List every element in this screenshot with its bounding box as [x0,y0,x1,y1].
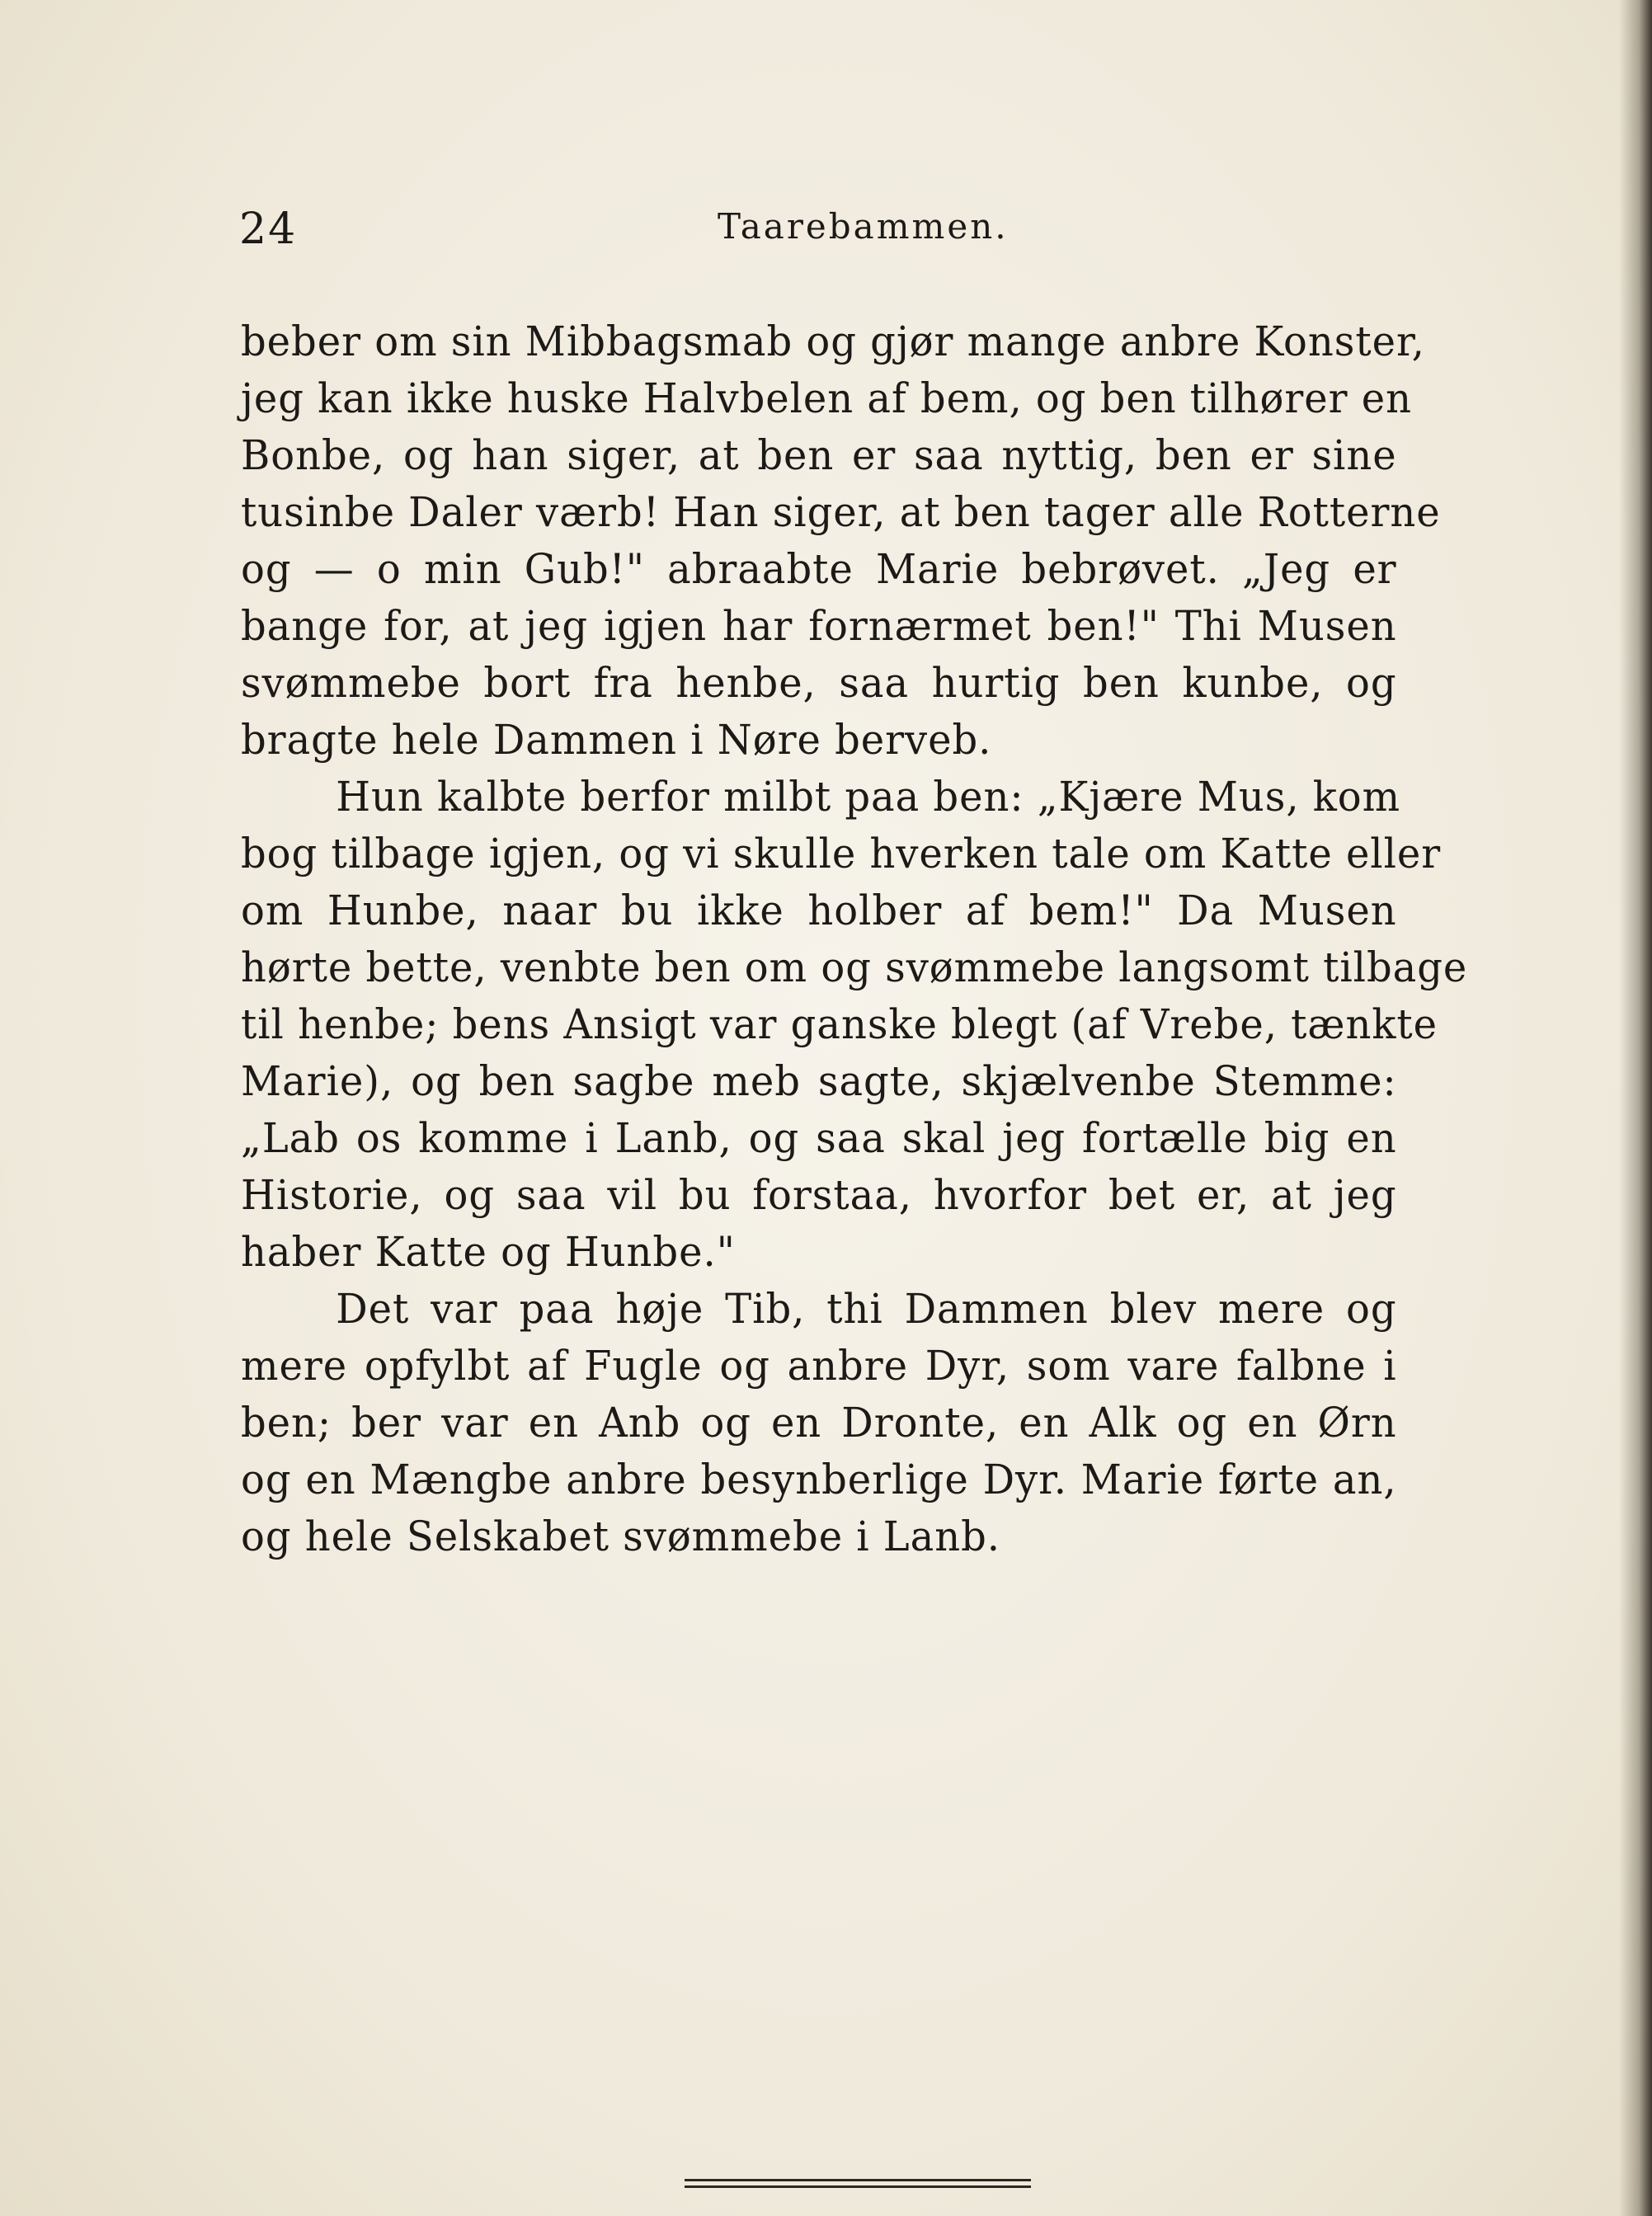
text-line: ben; ber var en Anb og en Dronte, en Alk og en Ørn [241,1399,1397,1447]
text-line: Hun kalbte berfor milbt paa ben: „Kjære Mus, kom [336,773,1401,821]
text-line: „Lab os komme i Lanb, og saa skal jeg fortælle big en [241,1114,1397,1162]
text-line: Historie, og saa vil bu forstaa, hvorfor bet er, at jeg [241,1171,1397,1219]
text-line: tusinbe Daler værb! Han siger, at ben tager alle Rotterne [241,488,1441,536]
text-line: svømmebe bort fra henbe, saa hurtig ben kunbe, og [241,659,1397,707]
text-line: Det var paa høje Tib, thi Dammen blev mere og [336,1285,1397,1333]
text-line: og hele Selskabet svømmebe i Lanb. [241,1513,1000,1560]
section-end-rule-top [685,2179,1031,2181]
text-line: hørte bette, venbte ben om og svømmebe langsomt tilbage [241,943,1468,991]
text-line: beber om sin Mibbagsmab og gjør mange anbre Konster, [241,318,1425,365]
section-end-rule-bottom [685,2185,1031,2188]
text-line: bog tilbage igjen, og vi skulle hverken tale om Katte eller [241,830,1442,877]
text-line: Marie), og ben sagbe meb sagte, skjælvenbe Stemme: [241,1057,1397,1105]
text-line: om Hunbe, naar bu ikke holber af bem!" Da Musen [241,887,1397,934]
body-text [241,313,1468,1565]
text-line: mere opfylbt af Fugle og anbre Dyr, som vare falbne i [241,1342,1397,1390]
binding-edge-shadow [1619,0,1652,2216]
text-line: og — o min Gub!" abraabte Marie bebrøvet. „Jeg er [241,545,1397,593]
text-line: jeg kan ikke huske Halvbelen af bem, og ben tilhører en [241,374,1413,422]
text-line: og en Mængbe anbre besynberlige Dyr. Marie førte an, [241,1456,1397,1503]
text-line: bange for, at jeg igjen har fornærmet ben!" Thi Musen [241,602,1397,650]
text-line: til henbe; bens Ansigt var ganske blegt (af Vrebe, tænkte [241,1000,1438,1048]
text-line: bragte hele Dammen i Nøre berveb. [241,716,992,764]
running-title: Taarebammen. [718,206,1009,247]
text-line: Bonbe, og han siger, at ben er saa nyttig, ben er sine [241,431,1397,479]
text-line: haber Katte og Hunbe." [241,1228,736,1276]
page-number: 24 [239,205,298,254]
